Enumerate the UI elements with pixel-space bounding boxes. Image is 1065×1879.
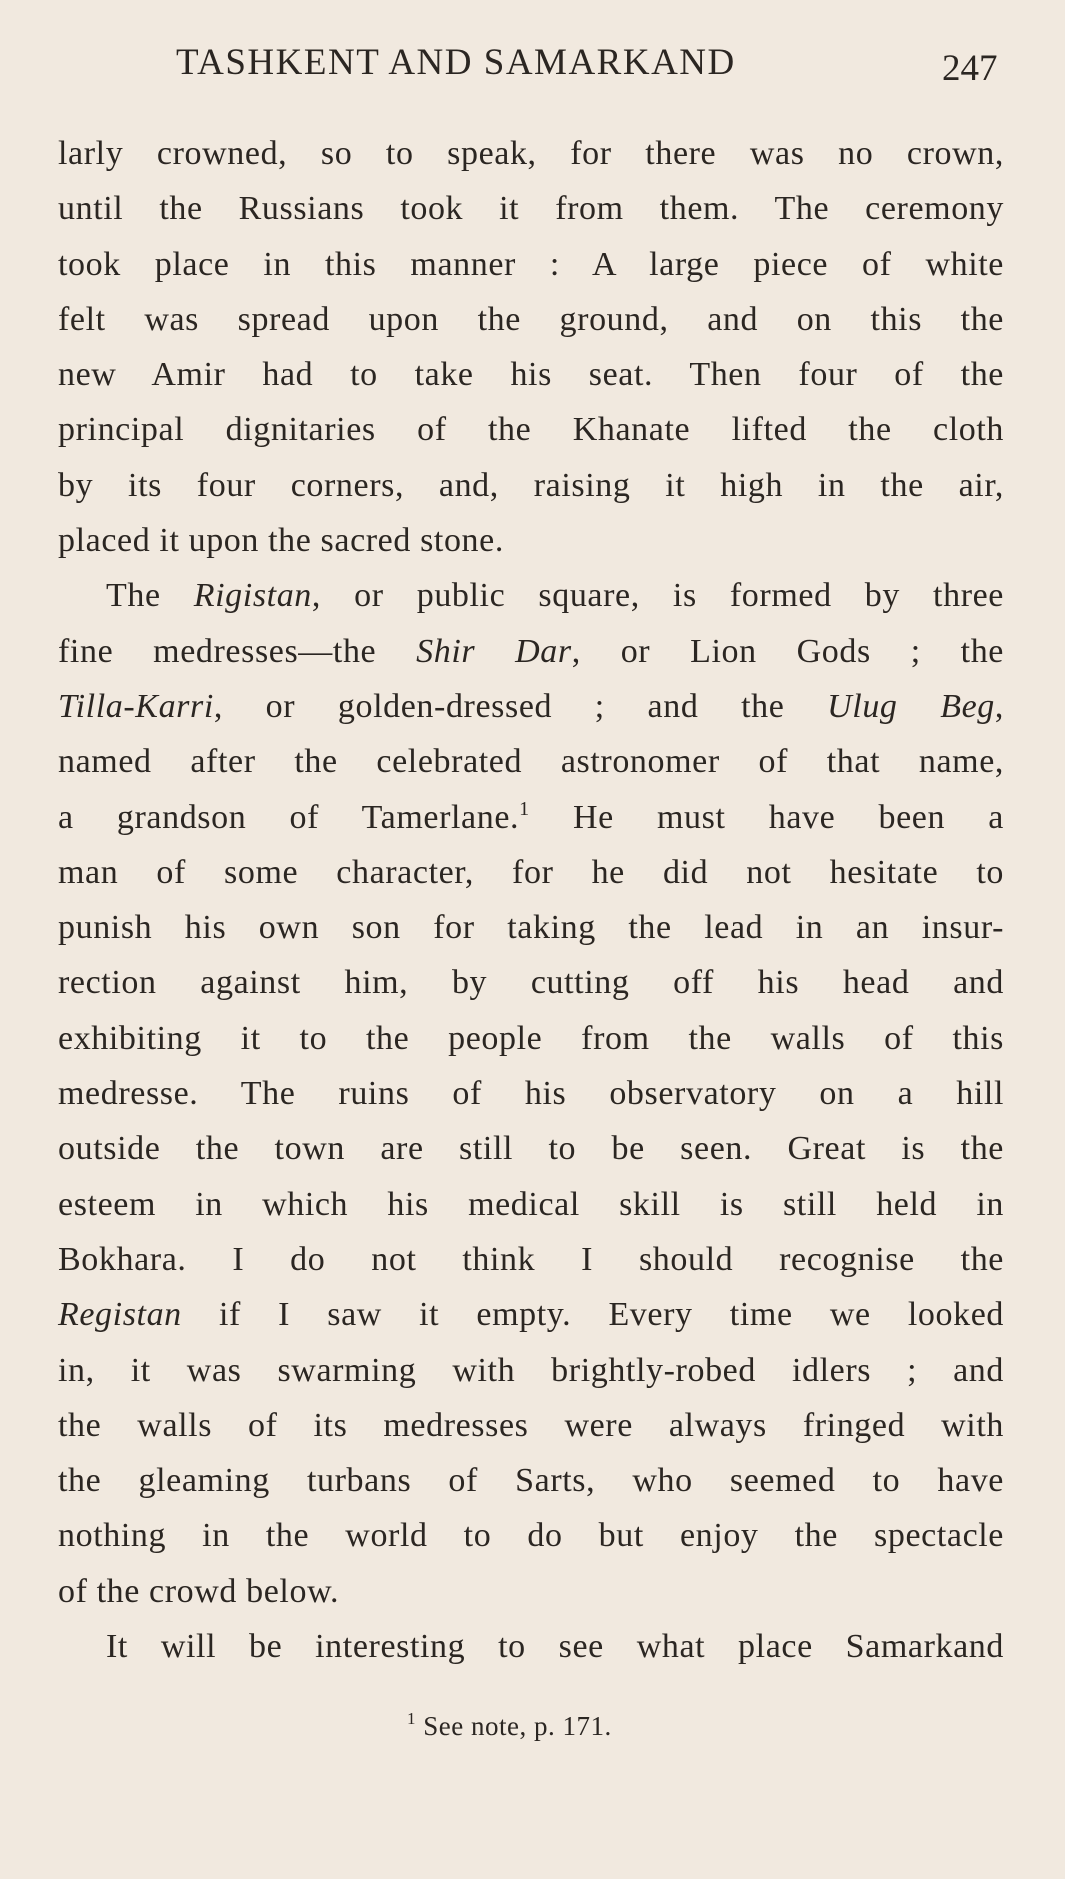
italic-term: Registan: [58, 1296, 182, 1334]
text-line: [58, 126, 1004, 181]
text-run: fine medresses—the: [58, 632, 417, 670]
italic-term: Rigistan: [193, 577, 312, 615]
text-line: [58, 1232, 1004, 1287]
text-run: principal dignitaries of the Khanate lifted the cloth: [58, 411, 1004, 449]
text-run: esteem in which his medical skill is still held in: [58, 1185, 1004, 1223]
text-run: felt was spread upon the ground, and on this the: [58, 300, 1004, 338]
text-run: of the crowd below.: [58, 1572, 340, 1610]
text-line: [58, 845, 1004, 900]
text-run: new Amir had to take his seat. Then four of the: [58, 356, 1004, 394]
text-line: [58, 347, 1004, 402]
footnote: [407, 1706, 612, 1746]
text-line: [58, 237, 1004, 292]
text-run: exhibiting it to the people from the walls of this: [58, 1019, 1004, 1057]
text-line: [58, 568, 1004, 623]
text-run: The: [106, 577, 194, 615]
text-run: placed it upon the sacred stone.: [58, 522, 504, 560]
italic-term: Shir Dar: [416, 632, 572, 670]
text-line: [58, 181, 1004, 236]
text-run: the walls of its medresses were always fringed with: [58, 1406, 1004, 1444]
text-line: [58, 1619, 1004, 1674]
text-run: outside the town are still to be seen. Great is the: [58, 1130, 1004, 1168]
text-line: [58, 402, 1004, 457]
text-line: [58, 1453, 1004, 1508]
text-run: named after the celebrated astronomer of that name,: [58, 743, 1004, 781]
text-run: , or public square, is formed by three: [311, 577, 1005, 615]
text-line: [58, 1011, 1004, 1066]
text-run: a grandson of Tamerlane.: [58, 798, 520, 836]
text-line: [58, 1121, 1004, 1176]
text-run: in, it was swarming with brightly-robed idlers ; and: [58, 1351, 1004, 1389]
text-line: [58, 1343, 1004, 1398]
text-line: [58, 1066, 1004, 1121]
text-line: [58, 955, 1004, 1010]
text-line: [58, 1508, 1004, 1563]
text-line: [58, 624, 1004, 679]
text-line: [58, 679, 1004, 734]
body-text: [58, 126, 1004, 1674]
text-run: ,: [994, 687, 1004, 725]
text-run: medresse. The ruins of his observatory on a hill: [58, 1075, 1004, 1113]
text-line: [58, 1564, 1004, 1619]
text-run: by its four corners, and, raising it high in the air,: [58, 466, 1004, 504]
text-run: until the Russians took it from them. The ceremony: [58, 190, 1004, 228]
text-run: punish his own son for taking the lead in an insur-: [58, 909, 1004, 947]
text-run: He must have been a: [529, 798, 1004, 836]
text-line: [58, 292, 1004, 347]
text-line: [58, 1287, 1004, 1342]
text-run: , or golden-dressed ; and the: [213, 687, 828, 725]
footnote-text: See note, p. 171.: [423, 1711, 612, 1741]
text-line: [58, 1177, 1004, 1232]
italic-term: Tilla-Karri: [58, 687, 214, 725]
text-run: It will be interesting to see what place Samarkand: [106, 1628, 1004, 1666]
text-line: [58, 513, 1004, 568]
text-run: the gleaming turbans of Sarts, who seemed to have: [58, 1462, 1004, 1500]
text-run: larly crowned, so to speak, for there was no crown,: [58, 135, 1004, 172]
italic-term: Ulug Beg: [827, 687, 995, 725]
text-run: man of some character, for he did not hesitate to: [58, 853, 1004, 891]
text-line: [58, 734, 1004, 789]
text-run: if I saw it empty. Every time we looked: [181, 1296, 1004, 1334]
page-number: 247: [942, 48, 998, 89]
text-run: rection against him, by cutting off his head and: [58, 964, 1004, 1002]
running-head-title: TASHKENT AND SAMARKAND: [176, 42, 736, 83]
text-run: took place in this manner : A large piece of white: [58, 245, 1004, 283]
footnote-marker: 1: [407, 1709, 416, 1728]
text-run: nothing in the world to do but enjoy the spectacle: [58, 1517, 1004, 1555]
text-line: [58, 458, 1004, 513]
text-run: Bokhara. I do not think I should recognise the: [58, 1240, 1004, 1278]
text-line: [58, 900, 1004, 955]
footnote-reference: 1: [519, 797, 530, 820]
text-run: , or Lion Gods ; the: [571, 632, 1004, 670]
text-line: [58, 790, 1004, 845]
text-line: [58, 1398, 1004, 1453]
